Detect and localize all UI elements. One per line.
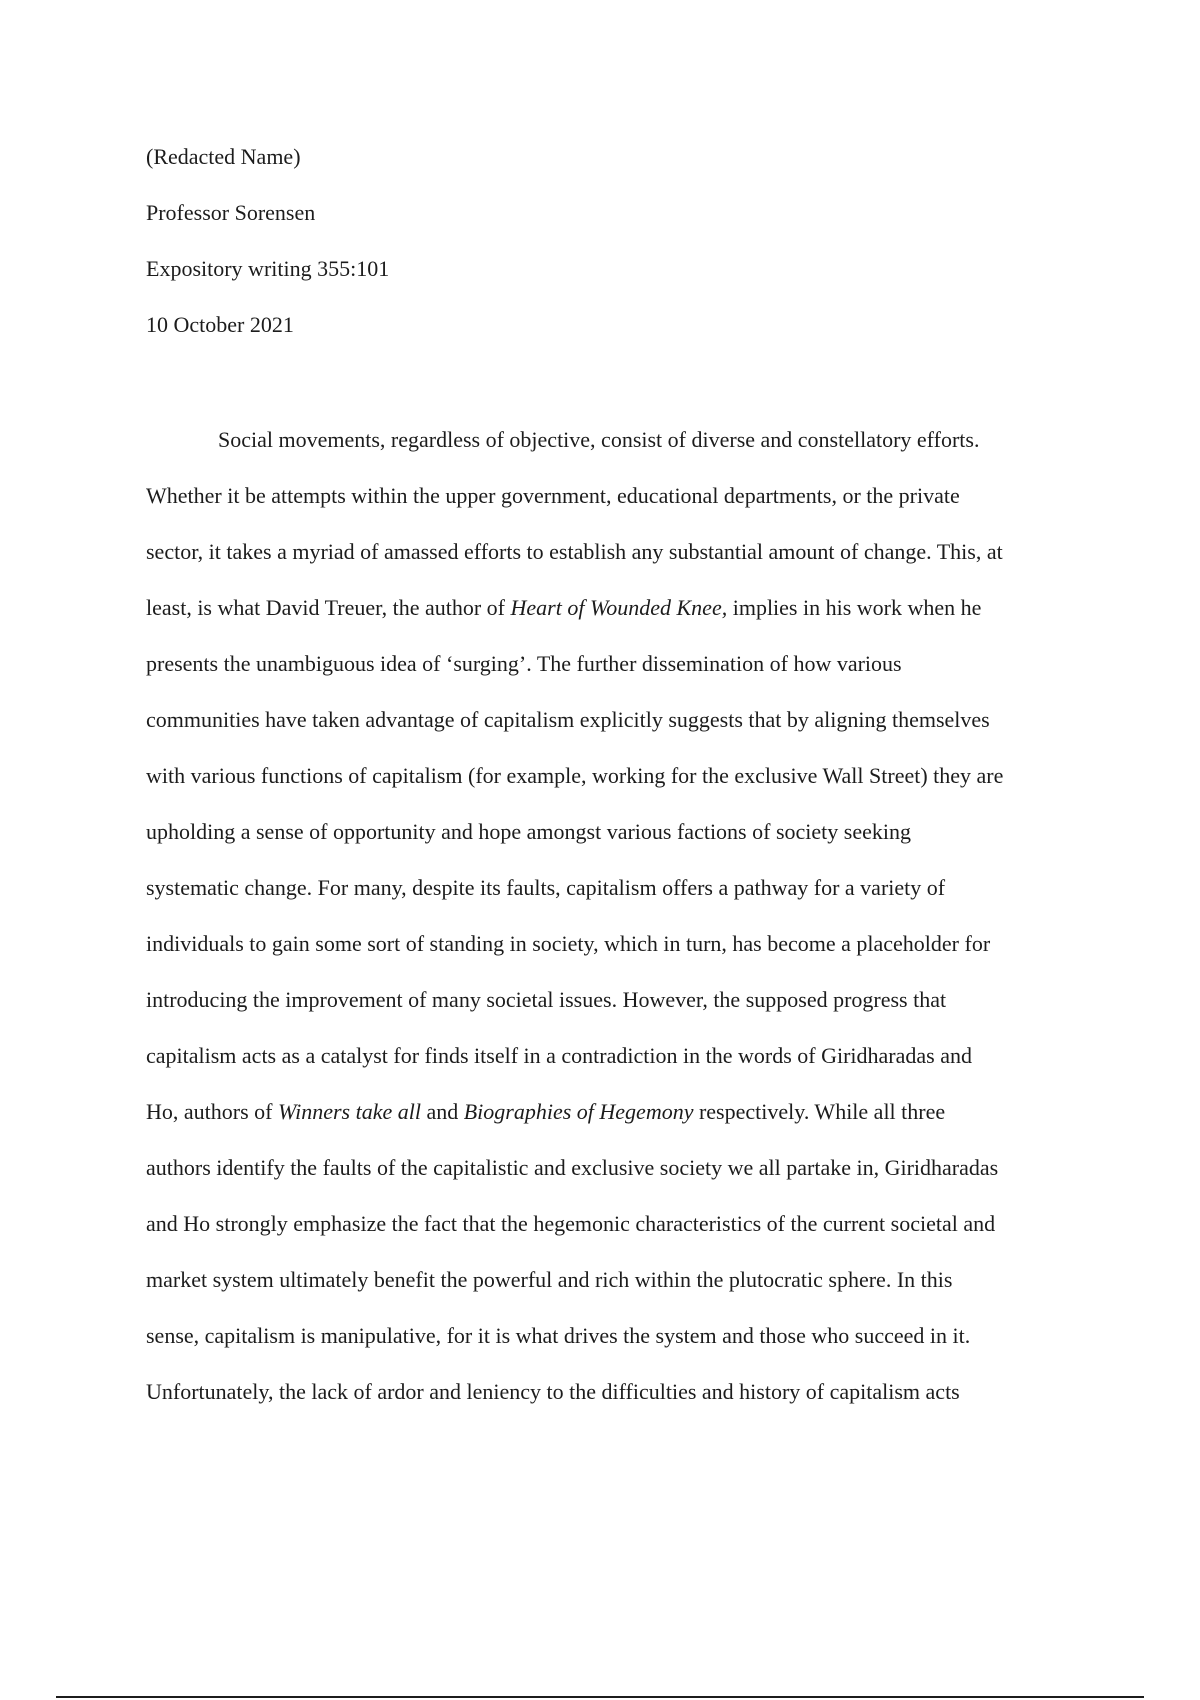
body-line: and Ho strongly emphasize the fact that the hegemonic characteristics of the current societal and xyxy=(146,1211,996,1236)
student-name: (Redacted Name) xyxy=(146,144,301,169)
body-line: Whether it be attempts within the upper government, educational departments, or the private xyxy=(146,483,960,508)
professor-name: Professor Sorensen xyxy=(146,200,316,225)
body-line xyxy=(146,1096,1096,1152)
body-line: with various functions of capitalism (for example, working for the exclusive Wall Street) they are xyxy=(146,763,1004,788)
body-line xyxy=(146,592,1096,648)
body-text: least, is what David Treuer, the author of xyxy=(146,595,511,620)
book-title: Biographies of Hegemony xyxy=(463,1099,694,1124)
body-text: and xyxy=(420,1099,464,1124)
essay-date: 10 October 2021 xyxy=(146,312,294,337)
body-line: capitalism acts as a catalyst for finds itself in a contradiction in the words of Giridharadas and xyxy=(146,1043,972,1068)
body-line: authors identify the faults of the capitalistic and exclusive society we all partake in, Giridharadas xyxy=(146,1155,999,1180)
body-text: implies in his work when he xyxy=(727,595,982,620)
body-text: respectively. While all three xyxy=(693,1099,946,1124)
body-line: Unfortunately, the lack of ardor and leniency to the difficulties and history of capitalism acts xyxy=(146,1379,960,1404)
body-text: Ho, authors of xyxy=(146,1099,278,1124)
body-line: presents the unambiguous idea of ‘surging’. The further dissemination of how various xyxy=(146,651,902,676)
body-line: introducing the improvement of many societal issues. However, the supposed progress that xyxy=(146,987,947,1012)
page-bottom-rule xyxy=(56,1696,1144,1698)
body-line: individuals to gain some sort of standing in society, which in turn, has become a placeholder for xyxy=(146,931,991,956)
body-line: market system ultimately benefit the powerful and rich within the plutocratic sphere. In this xyxy=(146,1267,953,1292)
essay-body xyxy=(146,424,1096,1432)
body-line: communities have taken advantage of capitalism explicitly suggests that by aligning themselves xyxy=(146,707,990,732)
body-line: upholding a sense of opportunity and hope amongst various factions of society seeking xyxy=(146,819,911,844)
book-title: Winners take all xyxy=(277,1099,421,1124)
body-line: systematic change. For many, despite its faults, capitalism offers a pathway for a variety of xyxy=(146,875,946,900)
course-name: Expository writing 355:101 xyxy=(146,256,390,281)
body-line: Social movements, regardless of objective, consist of diverse and constellatory efforts. xyxy=(218,427,980,452)
body-line: sense, capitalism is manipulative, for it is what drives the system and those who succeed in it. xyxy=(146,1323,971,1348)
body-line: sector, it takes a myriad of amassed efforts to establish any substantial amount of change. This, at xyxy=(146,539,1003,564)
essay-heading xyxy=(146,142,1046,366)
book-title: Heart of Wounded Knee, xyxy=(510,595,728,620)
